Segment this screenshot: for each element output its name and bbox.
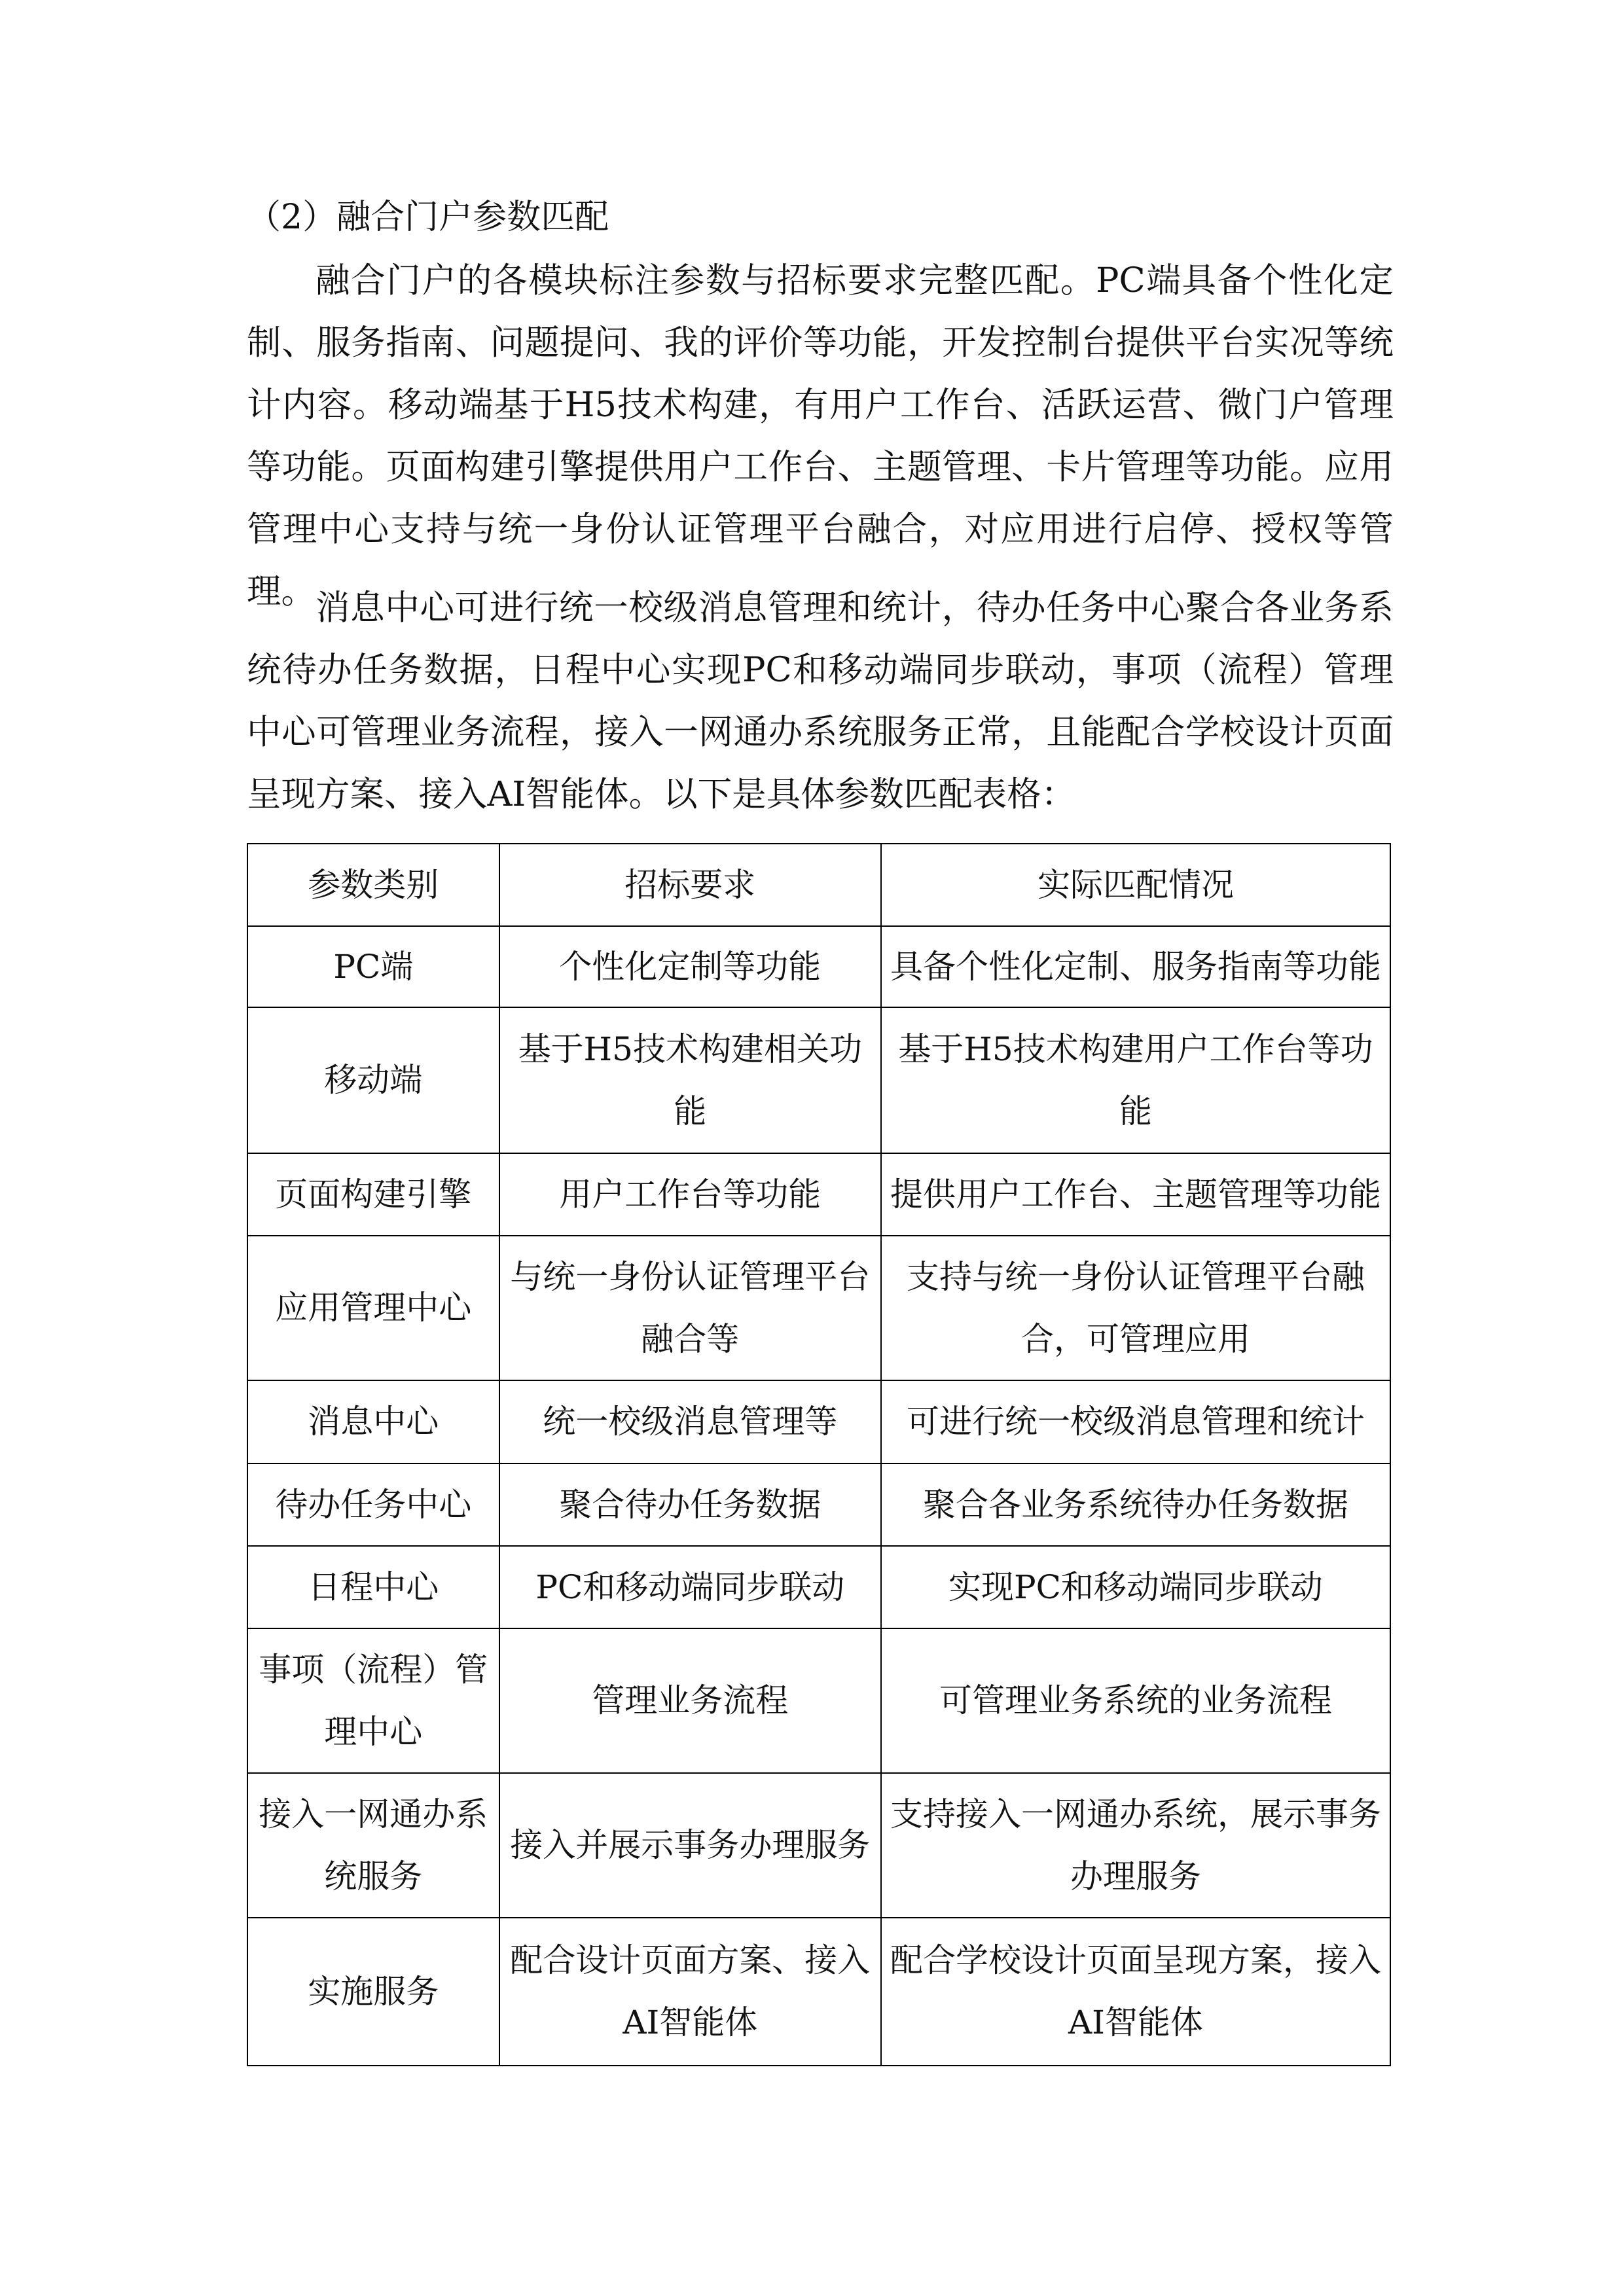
requirement-cell: 管理业务流程 — [499, 1628, 881, 1773]
table-row — [247, 1628, 1390, 1773]
header-cell: 招标要求 — [499, 844, 881, 926]
paragraph-1: 融合门户的各模块标注参数与招标要求完整匹配。PC端具备个性化定制、服务指南、问题提问、我的评价等功能，开发控制台提供平台实况等统计内容。移动端基于H5技术构建，有用户工作台、活跃运营、微门户管理等功能。页面构建引擎提供用户工作台、主题管理、卡片管理等功能。应用管理中心支持与统一身份认证管理平台融合，对应用进行启停、授权等管理。 — [247, 260, 1394, 611]
header-cell: 参数类别 — [247, 844, 499, 926]
requirement-cell: 统一校级消息管理等 — [499, 1380, 881, 1463]
requirement-cell: 基于H5技术构建相关功能 — [499, 1007, 881, 1153]
param-category-cell: 移动端 — [247, 1007, 499, 1153]
requirement-cell: 个性化定制等功能 — [499, 926, 881, 1007]
requirement-cell: 用户工作台等功能 — [499, 1153, 881, 1236]
param-category-cell: 事项（流程）管理中心 — [247, 1628, 499, 1773]
actual-match-cell: 提供用户工作台、主题管理等功能 — [881, 1153, 1390, 1236]
param-category-cell: 接入一网通办系统服务 — [247, 1773, 499, 1918]
parameter-match-table — [247, 843, 1391, 2066]
actual-match-cell: 配合学校设计页面呈现方案，接入AI智能体 — [881, 1918, 1390, 2066]
requirement-cell: 配合设计页面方案、接入AI智能体 — [499, 1918, 881, 2066]
actual-match-cell: 基于H5技术构建用户工作台等功能 — [881, 1007, 1390, 1153]
table-header-row — [247, 844, 1390, 926]
header-cell: 实际匹配情况 — [881, 844, 1390, 926]
table-row — [247, 1380, 1390, 1463]
actual-match-cell: 可管理业务系统的业务流程 — [881, 1628, 1390, 1773]
requirement-cell: PC和移动端同步联动 — [499, 1546, 881, 1628]
table-row — [247, 1918, 1390, 2066]
actual-match-cell: 具备个性化定制、服务指南等功能 — [881, 926, 1390, 1007]
actual-match-cell: 支持与统一身份认证管理平台融合，可管理应用 — [881, 1236, 1390, 1380]
requirement-cell: 与统一身份认证管理平台融合等 — [499, 1236, 881, 1380]
table-row — [247, 1546, 1390, 1628]
table-row — [247, 1236, 1390, 1380]
section-heading: （2）融合门户参数匹配 — [247, 198, 609, 237]
param-category-cell: 待办任务中心 — [247, 1463, 499, 1546]
table-row — [247, 1007, 1390, 1153]
param-category-cell: 日程中心 — [247, 1546, 499, 1628]
actual-match-cell: 支持接入一网通办系统，展示事务办理服务 — [881, 1773, 1390, 1918]
param-category-cell: 页面构建引擎 — [247, 1153, 499, 1236]
param-category-cell: PC端 — [247, 926, 499, 1007]
table-row — [247, 1463, 1390, 1546]
actual-match-cell: 可进行统一校级消息管理和统计 — [881, 1380, 1390, 1463]
param-category-cell: 应用管理中心 — [247, 1236, 499, 1380]
table-row — [247, 926, 1390, 1007]
paragraph-2: 消息中心可进行统一校级消息管理和统计，待办任务中心聚合各业务系统待办任务数据，日程中心实现PC和移动端同步联动，事项（流程）管理中心可管理业务流程，接入一网通办系统服务正常，且能配合学校设计页面呈现方案、接入AI智能体。以下是具体参数匹配表格： — [247, 588, 1394, 814]
param-category-cell: 消息中心 — [247, 1380, 499, 1463]
actual-match-cell: 实现PC和移动端同步联动 — [881, 1546, 1390, 1628]
requirement-cell: 接入并展示事务办理服务 — [499, 1773, 881, 1918]
actual-match-cell: 聚合各业务系统待办任务数据 — [881, 1463, 1390, 1546]
requirement-cell: 聚合待办任务数据 — [499, 1463, 881, 1546]
table-row — [247, 1773, 1390, 1918]
param-category-cell: 实施服务 — [247, 1918, 499, 2066]
table-row — [247, 1153, 1390, 1236]
